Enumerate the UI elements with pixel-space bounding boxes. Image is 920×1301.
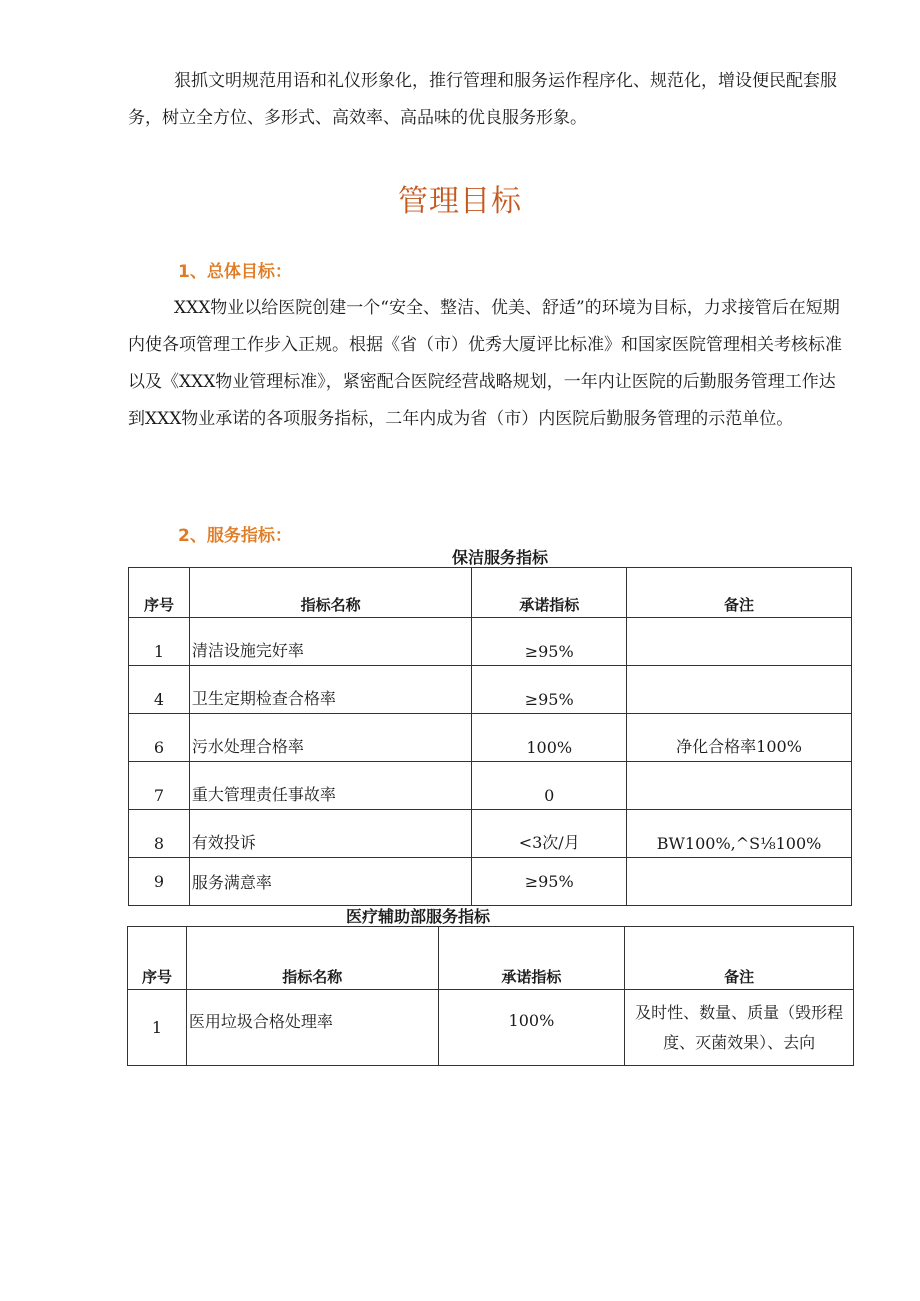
header-name: 指标名称 <box>186 927 438 990</box>
cell-no: 7 <box>129 762 190 810</box>
cell-no: 1 <box>129 618 190 666</box>
cell-no: 8 <box>129 810 190 858</box>
cell-note: BW100%,^S⅛100% <box>627 810 852 858</box>
cell-value: 100% <box>438 990 625 1066</box>
cell-name: 清洁设施完好率 <box>189 618 471 666</box>
table-row <box>129 714 852 762</box>
page-title: 管理目标 <box>398 184 522 219</box>
table-row <box>129 618 852 666</box>
table-header-row <box>129 568 852 618</box>
cleaning-indicators-table <box>128 567 852 906</box>
cell-name: 有效投诉 <box>189 810 471 858</box>
cell-no: 4 <box>129 666 190 714</box>
cell-name: 污水处理合格率 <box>189 714 471 762</box>
header-name: 指标名称 <box>189 568 471 618</box>
table-row <box>129 666 852 714</box>
table-header-row <box>128 927 854 990</box>
cell-name: 服务满意率 <box>189 858 471 906</box>
medical-aux-indicators-table <box>127 926 854 1066</box>
cell-note: 净化合格率100% <box>627 714 852 762</box>
cell-note <box>627 666 852 714</box>
table-row <box>129 762 852 810</box>
cell-value: 100% <box>472 714 627 762</box>
section-heading-service-indicators: 2、服务指标： <box>178 526 292 546</box>
cell-no: 1 <box>128 990 187 1066</box>
cell-value: ≥95% <box>472 666 627 714</box>
cell-no: 9 <box>129 858 190 906</box>
cell-value: ≥95% <box>472 858 627 906</box>
cell-value: ≥95% <box>472 618 627 666</box>
table-row <box>129 810 852 858</box>
cell-no: 6 <box>129 714 190 762</box>
header-value: 承诺指标 <box>472 568 627 618</box>
cell-name: 医用垃圾合格处理率 <box>186 990 438 1066</box>
cell-note: 及时性、数量、质量（毁形程度、灭菌效果）、去向 <box>625 990 854 1066</box>
cell-value: <3次/月 <box>472 810 627 858</box>
header-note: 备注 <box>625 927 854 990</box>
cell-name: 重大管理责任事故率 <box>189 762 471 810</box>
header-no: 序号 <box>129 568 190 618</box>
table-caption-cleaning: 保洁服务指标 <box>451 548 548 567</box>
cell-note <box>627 858 852 906</box>
table-caption-medical-aux: 医疗辅助部服务指标 <box>345 907 490 926</box>
cell-note <box>627 618 852 666</box>
table-row <box>128 990 854 1066</box>
cell-name: 卫生定期检查合格率 <box>189 666 471 714</box>
header-no: 序号 <box>128 927 187 990</box>
cell-note <box>627 762 852 810</box>
table-row <box>129 858 852 906</box>
section-body-overall-goal: XXX物业以给医院创建一个“安全、整洁、优美、舒适”的环境为目标，力求接管后在短期内使各项管理工作步入正规。根据《省（市）优秀大厦评比标准》和国家医院管理相关考核标准以及《XXX物业管理标准》，紧密配合医院经营战略规划，一年内让医院的后勤服务管理工作达到XXX物业承诺的各项服务指标，二年内成为省（市）内医院后勤服务管理的示范单位。 <box>128 298 842 429</box>
header-note: 备注 <box>627 568 852 618</box>
cell-value: 0 <box>472 762 627 810</box>
section-heading-overall-goal: 1、总体目标： <box>178 262 292 282</box>
intro-paragraph: 狠抓文明规范用语和礼仪形象化，推行管理和服务运作程序化、规范化，增设便民配套服务，树立全方位、多形式、高效率、高品味的优良服务形象。 <box>128 71 837 128</box>
header-value: 承诺指标 <box>438 927 625 990</box>
